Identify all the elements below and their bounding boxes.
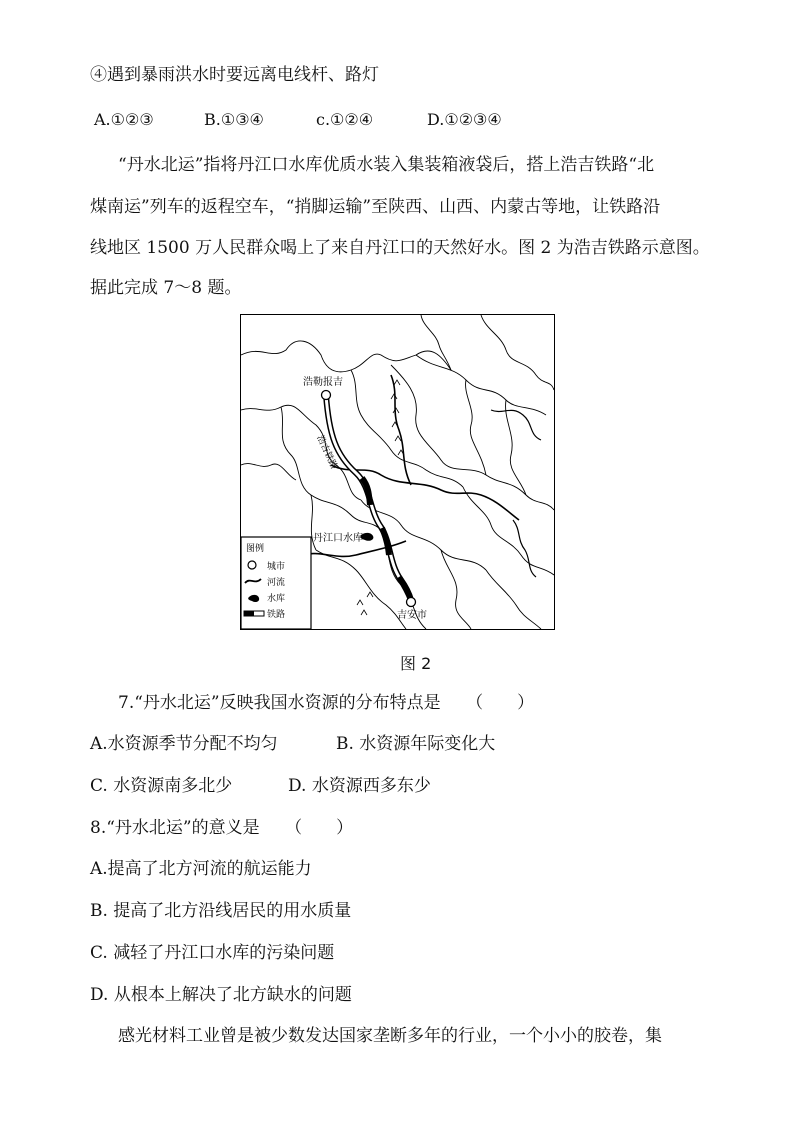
passage-line-1: “丹水北运”指将丹江口水库优质水装入集装箱液袋后，搭上浩吉铁路“北 — [118, 155, 655, 175]
legend-city-icon — [248, 561, 256, 569]
prev-answer-b: B.①③④ — [204, 110, 264, 129]
boundary-line — [241, 341, 451, 372]
prev-answer-c: c.①②④ — [316, 110, 374, 129]
boundary-line — [441, 550, 471, 629]
next-passage-line: 感光材料工业曾是被少数发达国家垄断多年的行业，一个小小的胶卷，集 — [118, 1026, 662, 1046]
boundary-line — [416, 355, 546, 415]
mountain-symbol — [357, 592, 373, 615]
prev-option-4: ④遇到暴雨洪水时要远离电线杆、路灯 — [90, 65, 379, 85]
boundary-line — [463, 487, 554, 575]
passage-line-2: 煤南运”列车的返程空车，“捎脚运输”至陕西、山西、内蒙古等地，让铁路沿 — [90, 197, 661, 217]
passage-line-3: 线地区 1500 万人民群众喝上了来自丹江口的天然好水。图 2 为浩吉铁路示意图。 — [90, 238, 710, 258]
railway-solid-segment — [382, 528, 389, 555]
boundary-line — [486, 570, 541, 629]
q7-option-c: C. 水资源南多北少 — [90, 776, 233, 796]
q8-option-b: B. 提高了北方沿线居民的用水质量 — [90, 901, 352, 921]
coastline — [491, 410, 541, 440]
city-symbol-south — [407, 598, 416, 607]
passage-line-4: 据此完成 7～8 题。 — [90, 278, 242, 298]
boundary-line — [361, 500, 486, 570]
legend-city-label: 城市 — [267, 562, 286, 572]
q8-option-a: A.提高了北方河流的航运能力 — [90, 859, 312, 879]
coastline — [513, 520, 536, 577]
legend-railway-label: 铁路 — [267, 610, 286, 620]
legend-reservoir-label: 水库 — [267, 594, 286, 604]
q7-option-d: D. 水资源西多东少 — [288, 776, 431, 796]
boundary-line — [481, 315, 554, 390]
q8-option-c: C. 减轻了丹江口水库的污染问题 — [90, 943, 335, 963]
reservoir-label: 丹江口水库 — [313, 533, 363, 544]
city-label-north: 浩勒报吉 — [303, 377, 343, 388]
q7-option-a: A.水资源季节分配不均匀 — [90, 734, 278, 754]
q8-stem: 8.“丹水北运”的意义是 （ ） — [90, 818, 354, 838]
boundary-line — [351, 370, 463, 487]
q7-stem: 7.“丹水北运”反映我国水资源的分布特点是 （ ） — [118, 693, 535, 713]
map-legend — [241, 537, 311, 629]
legend-river-label: 河流 — [267, 578, 286, 588]
q8-option-d: D. 从根本上解决了北方缺水的问题 — [90, 985, 352, 1005]
legend-railway-icon-fill — [244, 611, 254, 616]
boundary-line — [241, 464, 296, 480]
boundary-line — [486, 475, 554, 510]
railway-map — [240, 314, 555, 630]
boundary-line — [241, 405, 361, 500]
railway-solid-segment — [362, 478, 370, 505]
city-label-south: 吉安市 — [397, 610, 427, 621]
city-symbol-north — [322, 391, 331, 400]
legend-title: 图例 — [246, 544, 265, 554]
boundary-line — [421, 315, 451, 370]
q7-option-b: B. 水资源年际变化大 — [336, 734, 496, 754]
prev-answer-a: A.①②③ — [94, 110, 154, 129]
railway-name-label: 浩吉铁路 — [314, 434, 339, 471]
railway-map-svg — [241, 315, 554, 629]
figure-caption: 图 2 — [400, 654, 432, 673]
boundary-line — [466, 380, 486, 475]
prev-answer-d: D.①②③④ — [427, 110, 502, 129]
river-line — [391, 375, 411, 485]
